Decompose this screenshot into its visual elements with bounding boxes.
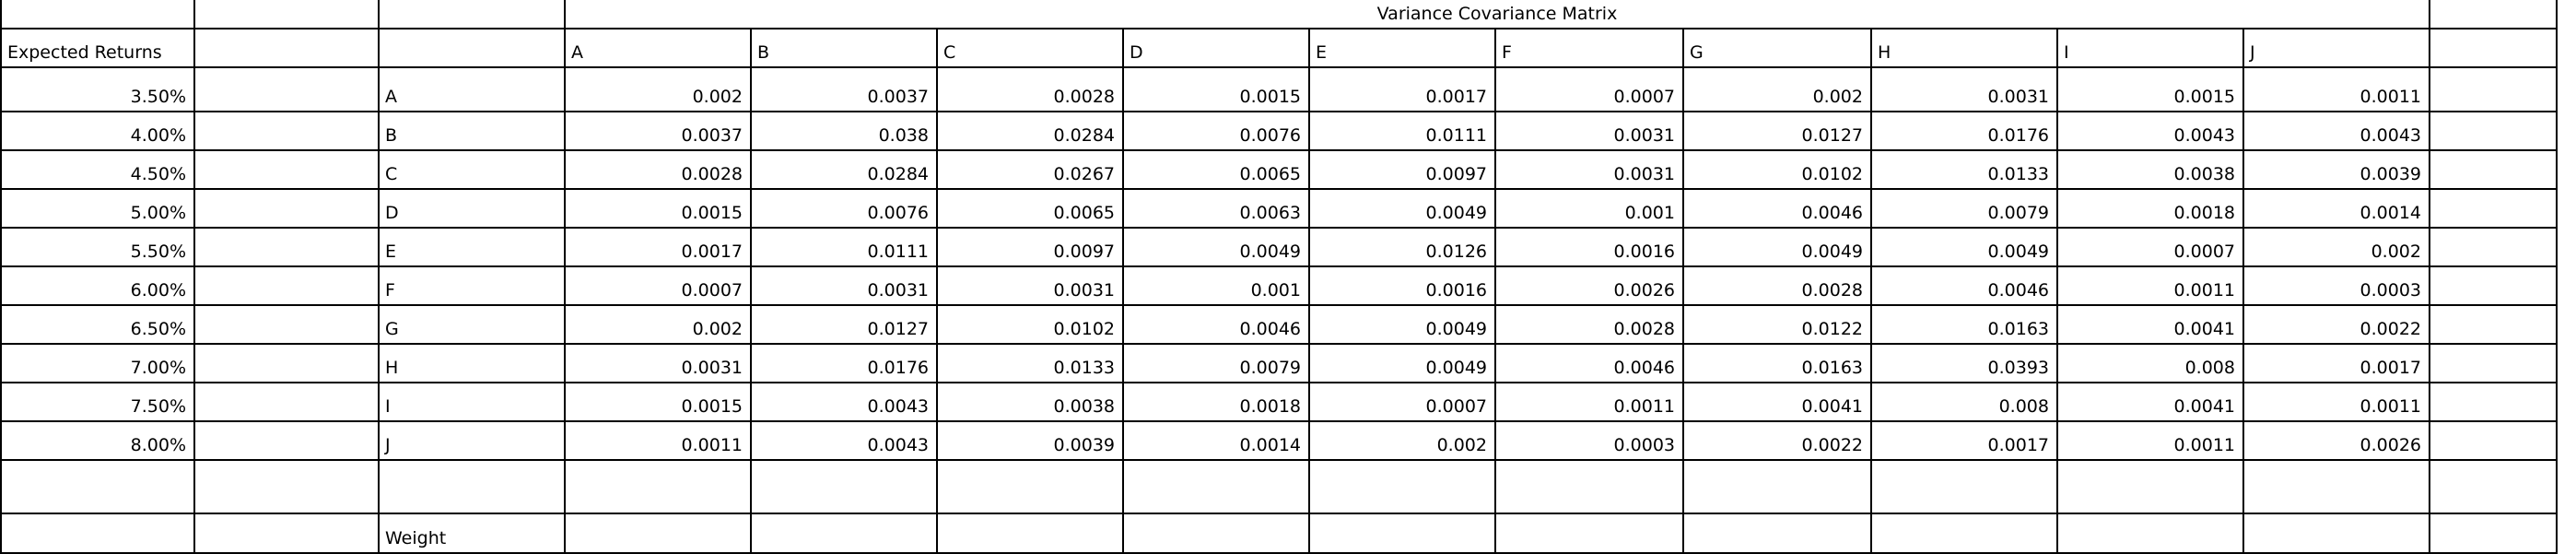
expected-returns-header[interactable]: Expected Returns bbox=[7, 42, 162, 63]
covariance-value[interactable]: 0.0163 bbox=[1801, 358, 1863, 378]
covariance-value[interactable]: 0.002 bbox=[1436, 435, 1487, 455]
covariance-value[interactable]: 0.0031 bbox=[1613, 125, 1675, 146]
empty-cell[interactable] bbox=[2430, 345, 2558, 382]
empty-cell[interactable] bbox=[2430, 422, 2558, 459]
empty-cell[interactable] bbox=[752, 461, 936, 513]
covariance-value[interactable]: 0.0015 bbox=[2173, 87, 2235, 107]
covariance-value[interactable]: 0.0111 bbox=[867, 242, 929, 262]
covariance-value[interactable]: 0.0133 bbox=[1987, 164, 2049, 184]
matrix-row-label[interactable]: F bbox=[385, 280, 395, 301]
covariance-value[interactable]: 0.0017 bbox=[2359, 358, 2421, 378]
covariance-value[interactable]: 0.0102 bbox=[1801, 164, 1863, 184]
covariance-value[interactable]: 0.0026 bbox=[1613, 280, 1675, 301]
covariance-value[interactable]: 0.0015 bbox=[681, 396, 743, 417]
matrix-column-header[interactable]: D bbox=[1130, 42, 1143, 63]
covariance-value[interactable]: 0.0007 bbox=[681, 280, 743, 301]
covariance-value[interactable]: 0.002 bbox=[692, 319, 743, 339]
empty-cell[interactable] bbox=[2058, 461, 2242, 513]
weight-input-cell[interactable] bbox=[566, 514, 750, 552]
matrix-row-label[interactable]: B bbox=[385, 125, 398, 146]
empty-cell[interactable] bbox=[1684, 461, 1870, 513]
covariance-value[interactable]: 0.0097 bbox=[1053, 242, 1115, 262]
empty-cell[interactable] bbox=[380, 461, 564, 513]
covariance-value[interactable]: 0.0016 bbox=[1425, 280, 1487, 301]
covariance-value[interactable]: 0.0031 bbox=[1053, 280, 1115, 301]
empty-cell[interactable] bbox=[195, 461, 378, 513]
covariance-value[interactable]: 0.0031 bbox=[1987, 87, 2049, 107]
empty-cell[interactable] bbox=[2430, 306, 2558, 343]
covariance-value[interactable]: 0.0111 bbox=[1425, 125, 1487, 146]
covariance-value[interactable]: 0.0028 bbox=[1053, 87, 1115, 107]
empty-cell[interactable] bbox=[2430, 151, 2558, 188]
weight-input-cell[interactable] bbox=[1684, 514, 1870, 552]
covariance-value[interactable]: 0.0031 bbox=[867, 280, 929, 301]
covariance-value[interactable]: 0.0284 bbox=[867, 164, 929, 184]
covariance-value[interactable]: 0.0031 bbox=[1613, 164, 1675, 184]
matrix-row-label[interactable]: J bbox=[385, 435, 391, 455]
covariance-value[interactable]: 0.0076 bbox=[867, 203, 929, 223]
covariance-value[interactable]: 0.0031 bbox=[681, 358, 743, 378]
covariance-value[interactable]: 0.0043 bbox=[867, 435, 929, 455]
empty-cell[interactable] bbox=[1310, 461, 1494, 513]
empty-cell[interactable] bbox=[195, 422, 378, 459]
covariance-value[interactable]: 0.0011 bbox=[2173, 280, 2235, 301]
covariance-value[interactable]: 0.0037 bbox=[681, 125, 743, 146]
covariance-value[interactable]: 0.0267 bbox=[1053, 164, 1115, 184]
empty-cell[interactable] bbox=[1872, 461, 2056, 513]
weight-input-cell[interactable] bbox=[2058, 514, 2242, 552]
covariance-value[interactable]: 0.0097 bbox=[1425, 164, 1487, 184]
empty-cell[interactable] bbox=[2, 514, 193, 552]
covariance-value[interactable]: 0.0018 bbox=[1239, 396, 1301, 417]
weight-input-cell[interactable] bbox=[2430, 514, 2558, 552]
covariance-value[interactable]: 0.0014 bbox=[1239, 435, 1301, 455]
covariance-value[interactable]: 0.0016 bbox=[1613, 242, 1675, 262]
expected-return-value[interactable]: 6.50% bbox=[130, 319, 186, 339]
matrix-row-label[interactable]: A bbox=[385, 87, 397, 107]
covariance-value[interactable]: 0.0003 bbox=[1613, 435, 1675, 455]
matrix-column-header[interactable]: F bbox=[1502, 42, 1512, 63]
expected-return-value[interactable]: 7.50% bbox=[130, 396, 186, 417]
empty-cell[interactable] bbox=[195, 190, 378, 227]
weight-input-cell[interactable] bbox=[1310, 514, 1494, 552]
empty-cell[interactable] bbox=[380, 29, 564, 66]
empty-cell[interactable] bbox=[2430, 461, 2558, 513]
covariance-value[interactable]: 0.0014 bbox=[2359, 203, 2421, 223]
covariance-value[interactable]: 0.0026 bbox=[2359, 435, 2421, 455]
covariance-value[interactable]: 0.002 bbox=[692, 87, 743, 107]
covariance-value[interactable]: 0.0079 bbox=[1987, 203, 2049, 223]
matrix-row-label[interactable]: H bbox=[385, 358, 399, 378]
matrix-column-header[interactable]: A bbox=[571, 42, 583, 63]
covariance-value[interactable]: 0.0284 bbox=[1053, 125, 1115, 146]
empty-cell[interactable] bbox=[566, 461, 750, 513]
covariance-value[interactable]: 0.0011 bbox=[2359, 87, 2421, 107]
matrix-title[interactable]: Variance Covariance Matrix bbox=[1376, 4, 1618, 24]
covariance-value[interactable]: 0.0037 bbox=[867, 87, 929, 107]
empty-cell[interactable] bbox=[195, 383, 378, 420]
empty-cell[interactable] bbox=[195, 345, 378, 382]
covariance-value[interactable]: 0.0043 bbox=[867, 396, 929, 417]
covariance-value[interactable]: 0.0127 bbox=[867, 319, 929, 339]
matrix-row-label[interactable]: E bbox=[385, 242, 397, 262]
weight-input-cell[interactable] bbox=[1872, 514, 2056, 552]
matrix-row-label[interactable]: D bbox=[385, 203, 399, 223]
empty-cell[interactable] bbox=[2430, 267, 2558, 304]
empty-cell[interactable] bbox=[195, 514, 378, 552]
covariance-value[interactable]: 0.0038 bbox=[1053, 396, 1115, 417]
empty-cell[interactable] bbox=[938, 461, 1122, 513]
covariance-value[interactable]: 0.0046 bbox=[1987, 280, 2049, 301]
covariance-value[interactable]: 0.0049 bbox=[1425, 319, 1487, 339]
covariance-value[interactable]: 0.0065 bbox=[1239, 164, 1301, 184]
covariance-value[interactable]: 0.0039 bbox=[2359, 164, 2421, 184]
covariance-value[interactable]: 0.0007 bbox=[1613, 87, 1675, 107]
covariance-value[interactable]: 0.002 bbox=[1812, 87, 1863, 107]
covariance-value[interactable]: 0.0039 bbox=[1053, 435, 1115, 455]
covariance-value[interactable]: 0.0038 bbox=[2173, 164, 2235, 184]
covariance-value[interactable]: 0.0028 bbox=[1613, 319, 1675, 339]
expected-return-value[interactable]: 5.00% bbox=[130, 203, 186, 223]
empty-cell[interactable] bbox=[2430, 383, 2558, 420]
weight-input-cell[interactable] bbox=[752, 514, 936, 552]
empty-cell[interactable] bbox=[195, 68, 378, 111]
empty-cell[interactable] bbox=[2430, 112, 2558, 149]
covariance-value[interactable]: 0.0011 bbox=[681, 435, 743, 455]
covariance-value[interactable]: 0.0122 bbox=[1801, 319, 1863, 339]
covariance-value[interactable]: 0.0079 bbox=[1239, 358, 1301, 378]
covariance-value[interactable]: 0.0046 bbox=[1801, 203, 1863, 223]
empty-cell[interactable] bbox=[195, 112, 378, 149]
covariance-value[interactable]: 0.0063 bbox=[1239, 203, 1301, 223]
empty-cell[interactable] bbox=[2244, 461, 2429, 513]
covariance-value[interactable]: 0.0049 bbox=[1239, 242, 1301, 262]
empty-cell[interactable] bbox=[195, 306, 378, 343]
weight-input-cell[interactable] bbox=[938, 514, 1122, 552]
matrix-row-label[interactable]: G bbox=[385, 319, 399, 339]
expected-return-value[interactable]: 3.50% bbox=[130, 87, 186, 107]
covariance-value[interactable]: 0.0043 bbox=[2359, 125, 2421, 146]
expected-return-value[interactable]: 5.50% bbox=[130, 242, 186, 262]
covariance-value[interactable]: 0.0176 bbox=[1987, 125, 2049, 146]
weight-input-cell[interactable] bbox=[1124, 514, 1308, 552]
empty-cell[interactable] bbox=[195, 229, 378, 265]
covariance-value[interactable]: 0.0393 bbox=[1987, 358, 2049, 378]
covariance-value[interactable]: 0.0043 bbox=[2173, 125, 2235, 146]
covariance-value[interactable]: 0.0017 bbox=[1425, 87, 1487, 107]
covariance-value[interactable]: 0.0049 bbox=[1425, 203, 1487, 223]
sheet-right-edge bbox=[2558, 0, 2576, 552]
covariance-value[interactable]: 0.0022 bbox=[2359, 319, 2421, 339]
weight-input-cell[interactable] bbox=[1496, 514, 1682, 552]
empty-cell[interactable] bbox=[1124, 461, 1308, 513]
covariance-value[interactable]: 0.0076 bbox=[1239, 125, 1301, 146]
covariance-value[interactable]: 0.0028 bbox=[681, 164, 743, 184]
covariance-value[interactable]: 0.0041 bbox=[2173, 396, 2235, 417]
empty-cell[interactable] bbox=[2430, 229, 2558, 265]
matrix-column-header[interactable]: I bbox=[2064, 42, 2069, 63]
covariance-value[interactable]: 0.0049 bbox=[1425, 358, 1487, 378]
covariance-value[interactable]: 0.0046 bbox=[1613, 358, 1675, 378]
covariance-value[interactable]: 0.0003 bbox=[2359, 280, 2421, 301]
covariance-value[interactable]: 0.0017 bbox=[681, 242, 743, 262]
matrix-column-header[interactable]: C bbox=[943, 42, 956, 63]
covariance-value[interactable]: 0.0017 bbox=[1987, 435, 2049, 455]
covariance-value[interactable]: 0.0133 bbox=[1053, 358, 1115, 378]
expected-return-value[interactable]: 4.00% bbox=[130, 125, 186, 146]
covariance-value[interactable]: 0.0176 bbox=[867, 358, 929, 378]
covariance-value[interactable]: 0.0041 bbox=[2173, 319, 2235, 339]
covariance-value[interactable]: 0.0011 bbox=[1613, 396, 1675, 417]
empty-cell[interactable] bbox=[2430, 68, 2558, 111]
covariance-value[interactable]: 0.0015 bbox=[1239, 87, 1301, 107]
expected-return-value[interactable]: 8.00% bbox=[130, 435, 186, 455]
covariance-value[interactable]: 0.0022 bbox=[1801, 435, 1863, 455]
covariance-value[interactable]: 0.001 bbox=[1624, 203, 1675, 223]
expected-return-value[interactable]: 7.00% bbox=[130, 358, 186, 378]
matrix-column-header[interactable]: H bbox=[1878, 42, 1891, 63]
covariance-value[interactable]: 0.0049 bbox=[1987, 242, 2049, 262]
covariance-value[interactable]: 0.002 bbox=[2371, 242, 2421, 262]
covariance-value[interactable]: 0.0007 bbox=[2173, 242, 2235, 262]
empty-cell[interactable] bbox=[1496, 461, 1682, 513]
matrix-column-header[interactable]: E bbox=[1316, 42, 1328, 63]
matrix-column-header[interactable]: B bbox=[757, 42, 770, 63]
covariance-value[interactable]: 0.0046 bbox=[1239, 319, 1301, 339]
covariance-value[interactable]: 0.0041 bbox=[1801, 396, 1863, 417]
covariance-value[interactable]: 0.0127 bbox=[1801, 125, 1863, 146]
matrix-column-header[interactable]: J bbox=[2250, 42, 2255, 63]
empty-cell[interactable] bbox=[195, 29, 378, 66]
matrix-row-label[interactable]: I bbox=[385, 396, 391, 417]
empty-cell[interactable] bbox=[195, 267, 378, 304]
covariance-value[interactable]: 0.008 bbox=[2184, 358, 2235, 378]
expected-return-value[interactable]: 4.50% bbox=[130, 164, 186, 184]
covariance-value[interactable]: 0.001 bbox=[1250, 280, 1301, 301]
empty-cell[interactable] bbox=[2430, 29, 2558, 66]
weight-label[interactable]: Weight bbox=[385, 528, 447, 548]
covariance-value[interactable]: 0.0163 bbox=[1987, 319, 2049, 339]
covariance-value[interactable]: 0.0011 bbox=[2173, 435, 2235, 455]
covariance-value[interactable]: 0.0018 bbox=[2173, 203, 2235, 223]
matrix-row-label[interactable]: C bbox=[385, 164, 398, 184]
empty-cell[interactable] bbox=[2, 461, 193, 513]
empty-cell[interactable] bbox=[195, 151, 378, 188]
covariance-value[interactable]: 0.0015 bbox=[681, 203, 743, 223]
covariance-value[interactable]: 0.0049 bbox=[1801, 242, 1863, 262]
matrix-column-header[interactable]: G bbox=[1690, 42, 1704, 63]
covariance-value[interactable]: 0.0007 bbox=[1425, 396, 1487, 417]
expected-return-value[interactable]: 6.00% bbox=[130, 280, 186, 301]
covariance-value[interactable]: 0.008 bbox=[1998, 396, 2049, 417]
covariance-value[interactable]: 0.0028 bbox=[1801, 280, 1863, 301]
weight-input-cell[interactable] bbox=[2244, 514, 2429, 552]
covariance-value[interactable]: 0.038 bbox=[878, 125, 929, 146]
covariance-value[interactable]: 0.0102 bbox=[1053, 319, 1115, 339]
covariance-value[interactable]: 0.0011 bbox=[2359, 396, 2421, 417]
covariance-value[interactable]: 0.0065 bbox=[1053, 203, 1115, 223]
empty-cell[interactable] bbox=[2430, 190, 2558, 227]
covariance-value[interactable]: 0.0126 bbox=[1425, 242, 1487, 262]
